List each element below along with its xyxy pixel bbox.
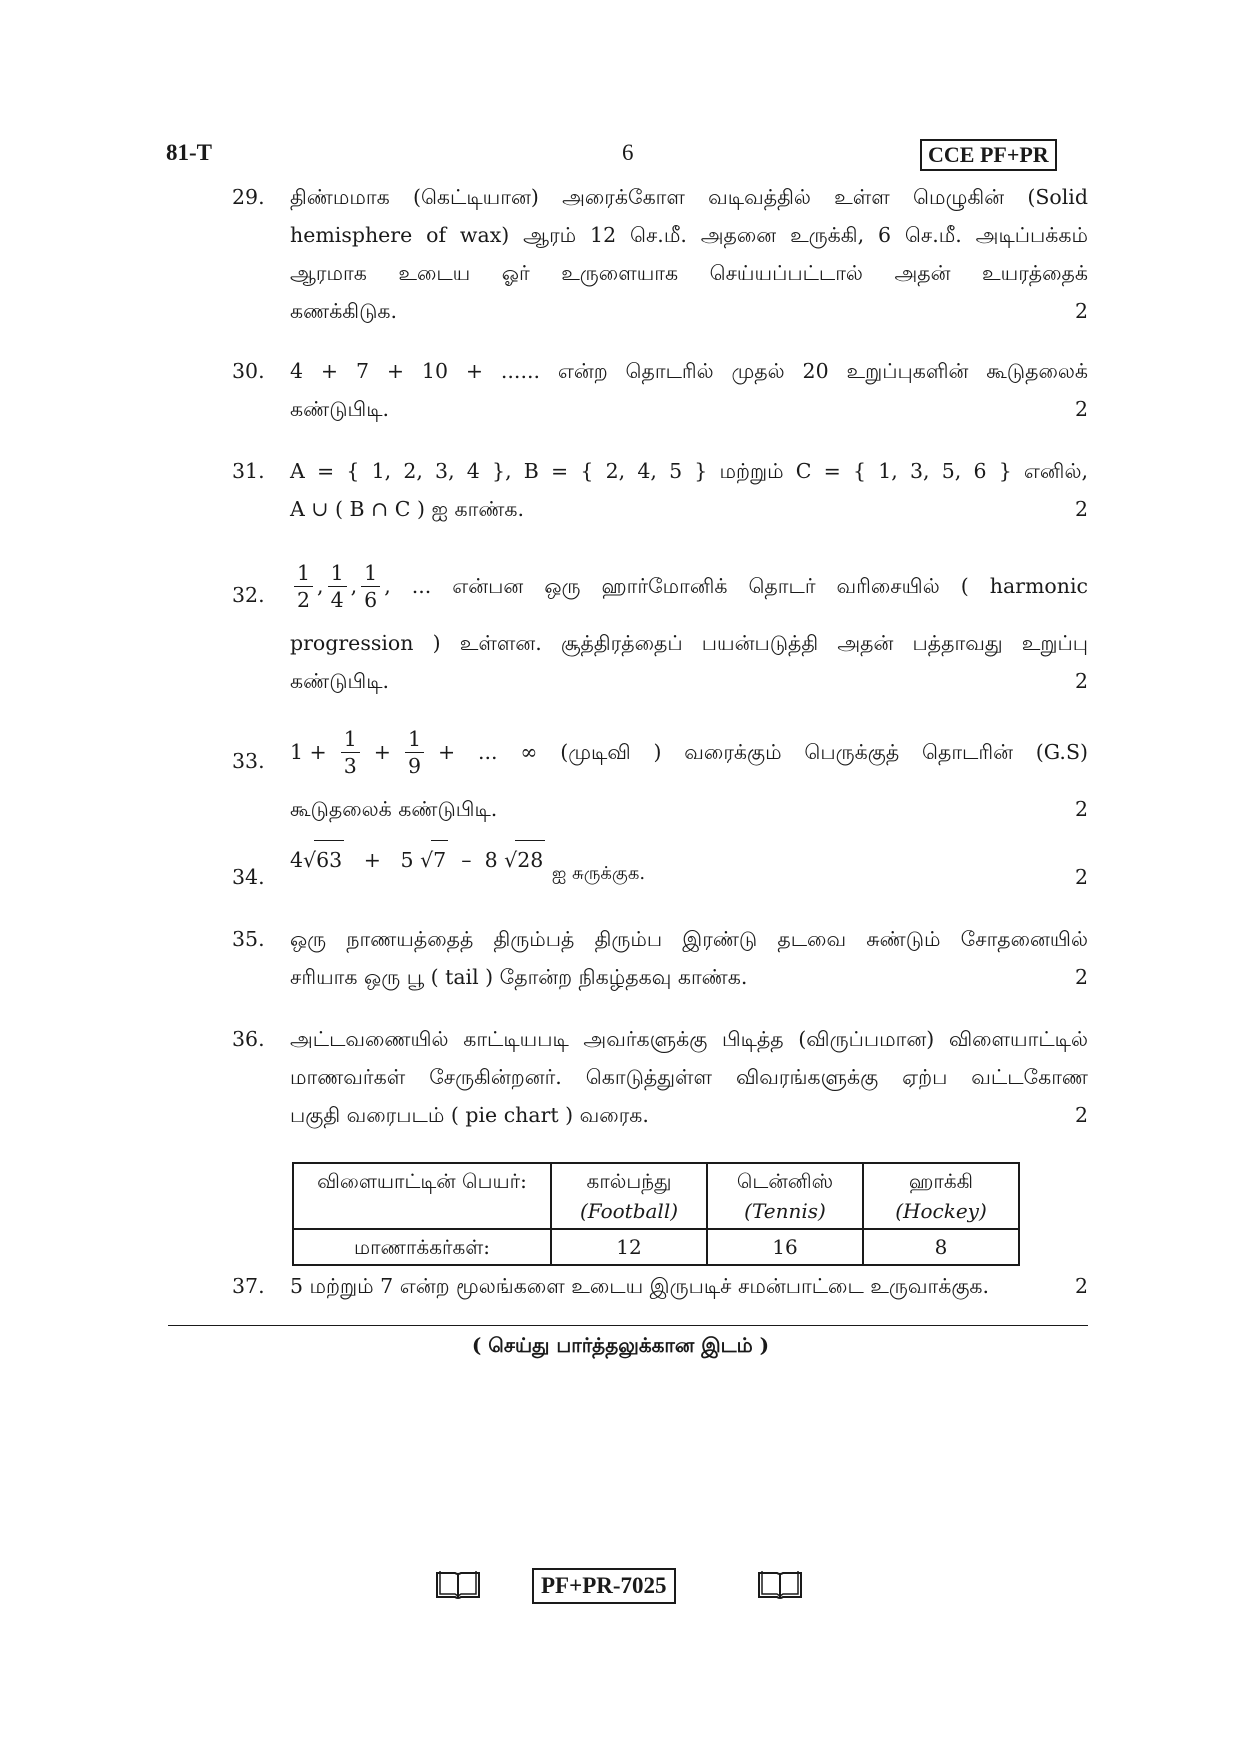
- question-text-line: , ... என்பன ஒரு ஹார்மோனிக் தொடர் வரிசையில் ( harmonic: [384, 574, 1088, 598]
- question-number: 31.: [232, 459, 265, 483]
- fraction: $\frac{1}{4}$: [328, 560, 347, 613]
- question-number: 29.: [232, 185, 265, 209]
- question-marks: 2: [1074, 397, 1088, 421]
- fraction: $\frac{1}{9}$: [405, 726, 424, 779]
- question-marks: 2: [1074, 865, 1088, 889]
- question-text-line: ஆரமாக உடைய ஓர் உருளையாக செய்யப்பட்டால் அதன் உயரத்தைக்: [290, 261, 1088, 285]
- question-text-line: சரியாக ஒரு பூ ( tail ) தோன்ற நிகழ்தகவு காண்க.: [290, 965, 748, 989]
- series-lead: 1 +: [290, 740, 327, 764]
- question-text-line: progression ) உள்ளன. சூத்திரத்தைப் பயன்படுத்தி அதன் பத்தாவது உறுப்பு: [290, 631, 1088, 655]
- footer: [0, 1568, 1241, 1608]
- row-label-sport: விளையாட்டின் பெயர்:: [293, 1163, 551, 1229]
- question-text-line: அட்டவணையில் காட்டியபடி அவர்களுக்கு பிடித்த (விருப்பமான) விளையாட்டில்: [290, 1027, 1088, 1051]
- question-number: 30.: [232, 359, 265, 383]
- question-number: 35.: [232, 927, 265, 951]
- question-number: 33.: [232, 749, 265, 773]
- page-number: 6: [622, 140, 634, 165]
- question-text-line: திண்மமாக (கெட்டியான) அரைக்கோள வடிவத்தில் உள்ள மெழுகின் (Solid: [290, 185, 1088, 209]
- question-marks: 2: [1074, 299, 1088, 323]
- question-number: 34.: [232, 865, 265, 889]
- question-text-line: பகுதி வரைபடம் ( pie chart ) வரைக.: [290, 1103, 649, 1127]
- table-cell-count: 16: [707, 1229, 863, 1265]
- question-29: [232, 178, 1088, 330]
- question-37: [232, 1267, 1088, 1305]
- plus-sign: +: [373, 740, 391, 764]
- question-number: 32.: [232, 583, 265, 607]
- sports-table: [292, 1162, 1020, 1266]
- question-text-line: 4 + 7 + 10 + ...... என்ற தொடரில் முதல் 20 உறுப்புகளின் கூடுதலைக்: [290, 359, 1088, 383]
- question-31: [232, 452, 1088, 528]
- table-cell-count: 12: [551, 1229, 707, 1265]
- rough-work-label: ( செய்து பார்த்தலுக்கான இடம் ): [471, 1333, 770, 1357]
- table-row: [293, 1163, 1019, 1229]
- divider-rule: [168, 1325, 1088, 1326]
- question-marks: 2: [1074, 1103, 1088, 1127]
- question-text-line: + ... ∞ (முடிவி ) வரைக்கும் பெருக்குத் தொடரின் (G.S): [438, 740, 1088, 764]
- question-33: [232, 722, 1088, 828]
- question-text: ஐ சுருக்குக.: [551, 863, 646, 884]
- table-cell-sport: டென்னிஸ் (Tennis): [707, 1163, 863, 1229]
- table-cell-sport: ஹாக்கி (Hockey): [863, 1163, 1019, 1229]
- fraction: $\frac{1}{3}$: [341, 726, 360, 779]
- table-cell-sport: கால்பந்து (Football): [551, 1163, 707, 1229]
- fraction: $\frac{1}{2}$: [294, 560, 313, 613]
- row-label-students: மாணாக்கர்கள்:: [293, 1229, 551, 1265]
- question-text-line: hemisphere of wax) ஆரம் 12 செ.மீ. அதனை உருக்கி, 6 செ.மீ. அடிப்பக்கம்: [290, 223, 1088, 247]
- open-book-icon: [434, 1568, 482, 1602]
- question-text-line: கூடுதலைக் கண்டுபிடி.: [290, 797, 498, 821]
- open-book-icon: [756, 1568, 804, 1602]
- question-34: [232, 848, 1088, 893]
- question-marks: 2: [1074, 965, 1088, 989]
- question-marks: 2: [1074, 797, 1088, 821]
- question-30: [232, 352, 1088, 428]
- question-text-line: மாணவர்கள் சேருகின்றனர். கொடுத்துள்ள விவரங்களுக்கு ஏற்ப வட்டகோண: [290, 1065, 1088, 1089]
- set-expression: A ∪ ( B ∩ C ) ஐ காண்க.: [290, 497, 525, 521]
- question-36: [232, 1020, 1088, 1134]
- question-number: 37.: [232, 1274, 265, 1298]
- question-32: 32. $\frac{1}{2}$ , $\frac{1}{4}$ , $\frac{1}{6}$ , ... என்பன ஒரு ஹார்மோனிக் தொடர் வரிசையில் ( harmonic progression ) உள்ளன. சூத்திரத்தைப் பயன்படுத்தி அதன் பத்தாவது உறுப்பு கண்டுபிடி. 2: [232, 556, 1088, 700]
- question-text-line: கணக்கிடுக.: [290, 299, 398, 323]
- question-marks: 2: [1074, 1274, 1088, 1298]
- question-marks: 2: [1074, 669, 1088, 693]
- question-text: 5 மற்றும் 7 என்ற மூலங்களை உடைய இருபடிச் சமன்பாட்டை உருவாக்குக.: [290, 1274, 990, 1298]
- question-number: 36.: [232, 1027, 265, 1051]
- paper-code: 81-T: [166, 140, 212, 165]
- set-definition: A = { 1, 2, 3, 4 }, B = { 2, 4, 5 } மற்றும் C = { 1, 3, 5, 6 } எனில்,: [290, 459, 1088, 483]
- exam-code-box: CCE PF+PR: [920, 139, 1057, 171]
- question-35: [232, 920, 1088, 996]
- radical-expression: 4√63 + 5 √7 – 8 √28: [290, 848, 552, 872]
- table-cell-count: 8: [863, 1229, 1019, 1265]
- question-text-line: கண்டுபிடி.: [290, 669, 390, 693]
- question-marks: 2: [1074, 497, 1088, 521]
- footer-code-box: PF+PR-7025: [532, 1568, 676, 1604]
- table-row: [293, 1229, 1019, 1265]
- question-text-line: கண்டுபிடி.: [290, 397, 390, 421]
- fraction: $\frac{1}{6}$: [361, 560, 380, 613]
- question-text-line: ஒரு நாணயத்தைத் திரும்பத் திரும்ப இரண்டு தடவை சுண்டும் சோதனையில்: [290, 927, 1088, 951]
